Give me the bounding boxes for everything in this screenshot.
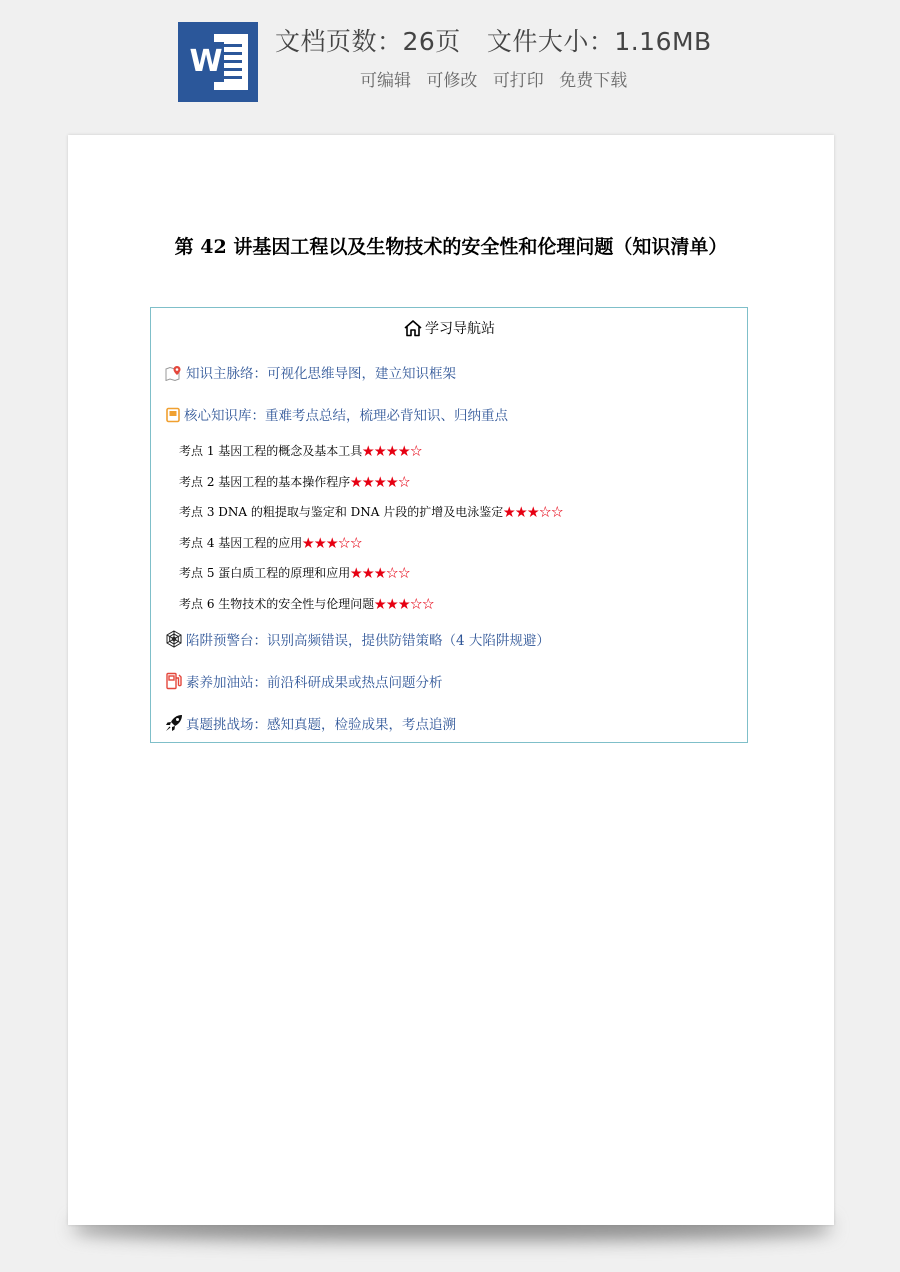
nav-heading-text: 学习导航站 [425, 321, 495, 337]
feature-list [360, 66, 637, 91]
difficulty-stars: ★★★★☆ [362, 444, 423, 458]
difficulty-stars: ★★★☆☆ [374, 597, 435, 611]
feature-modifiable: 可修改 [426, 71, 478, 91]
key-point-4[interactable] [179, 534, 362, 551]
key-point-3[interactable] [179, 503, 563, 520]
word-logo-letter: W [188, 42, 224, 82]
page-count: 文档页数：26页 [275, 27, 461, 56]
core-library-text: 核心知识库：重难考点总结，梳理必背知识、归纳重点 [184, 408, 508, 424]
map-pin-icon [165, 365, 183, 381]
key-point-2[interactable] [179, 473, 410, 490]
document-title: 第 42 讲基因工程以及生物技术的安全性和伦理问题（知识清单） [174, 236, 728, 258]
key-point-label: 考点 6 生物技术的安全性与伦理问题 [179, 597, 375, 611]
difficulty-stars: ★★★☆☆ [350, 566, 411, 580]
difficulty-stars: ★★★☆☆ [503, 505, 564, 519]
nav-item-exam[interactable] [165, 713, 456, 733]
spider-web-icon [165, 630, 183, 648]
nav-item-literacy[interactable] [165, 671, 443, 691]
key-point-label: 考点 5 蛋白质工程的原理和应用 [179, 566, 351, 580]
nav-item-traps[interactable] [165, 629, 550, 649]
file-meta [275, 22, 712, 58]
traps-text: 陷阱预警台：识别高频错误，提供防错策略（4 大陷阱规避） [186, 633, 550, 649]
home-icon [403, 319, 423, 337]
fuel-pump-icon [165, 672, 183, 690]
difficulty-stars: ★★★★☆ [350, 475, 411, 489]
key-point-label: 考点 3 DNA 的粗提取与鉴定和 DNA 片段的扩增及电泳鉴定 [179, 505, 504, 519]
nav-item-knowledge-map[interactable] [165, 362, 456, 382]
document-page [68, 135, 834, 1225]
feature-free-download: 免费下载 [559, 71, 628, 91]
nav-heading [151, 318, 747, 338]
key-point-label: 考点 2 基因工程的基本操作程序 [179, 475, 351, 489]
nav-item-core-library[interactable] [165, 404, 508, 424]
download-header [0, 0, 900, 120]
key-point-label: 考点 4 基因工程的应用 [179, 536, 303, 550]
exam-text: 真题挑战场：感知真题，检验成果，考点追溯 [186, 717, 456, 733]
word-logo-icon [178, 22, 258, 102]
key-point-5[interactable] [179, 564, 410, 581]
key-point-1[interactable] [179, 442, 422, 459]
key-point-6[interactable] [179, 595, 434, 612]
literacy-text: 素养加油站：前沿科研成果或热点问题分析 [186, 675, 443, 691]
key-point-label: 考点 1 基因工程的概念及基本工具 [179, 444, 363, 458]
feature-printable: 可打印 [492, 71, 544, 91]
study-nav-box [150, 307, 748, 743]
feature-editable: 可编辑 [360, 71, 411, 91]
difficulty-stars: ★★★☆☆ [302, 536, 363, 550]
file-size: 文件大小：1.16MB [486, 27, 712, 56]
knowledge-map-text: 知识主脉络：可视化思维导图，建立知识框架 [186, 366, 456, 382]
book-icon [165, 407, 181, 423]
rocket-icon [165, 714, 183, 732]
